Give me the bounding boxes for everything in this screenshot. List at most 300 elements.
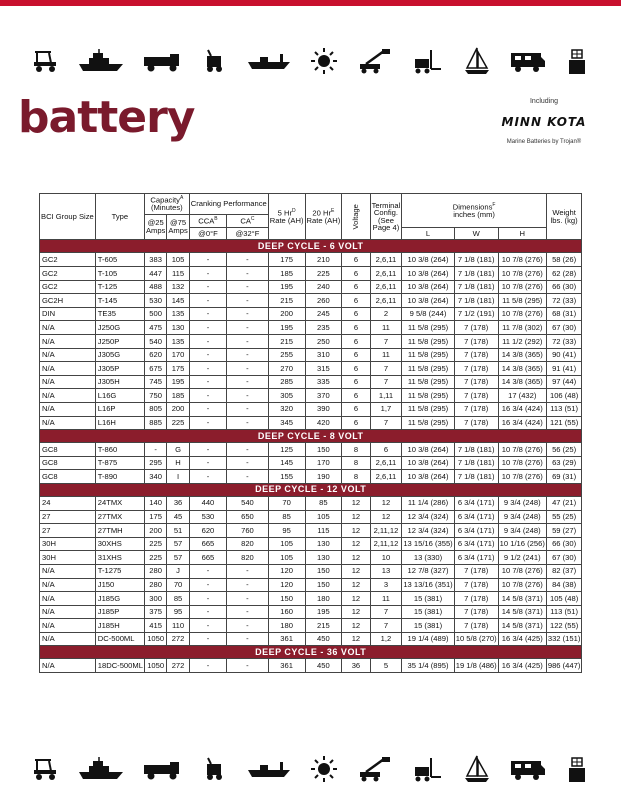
- table-cell: 12: [342, 564, 370, 578]
- table-cell: 72 (33): [546, 335, 582, 349]
- table-cell: GC8: [40, 470, 96, 484]
- col-capacity: [144, 194, 189, 215]
- table-cell: 2: [370, 307, 402, 321]
- table-cell: 14 5/8 (371): [498, 619, 546, 633]
- table-cell: N/A: [40, 578, 96, 592]
- table-cell: 240: [305, 280, 342, 294]
- table-cell: -: [227, 348, 269, 362]
- table-cell: -: [227, 659, 269, 673]
- table-cell: 7: [370, 605, 402, 619]
- table-cell: 45: [167, 510, 189, 524]
- bass-boat-icon: [246, 48, 292, 74]
- table-cell: 200: [268, 307, 305, 321]
- table-cell: 31XHS: [95, 551, 144, 565]
- table-cell: 295: [144, 456, 166, 470]
- ca-label: CA: [240, 216, 251, 226]
- table-cell: 620: [144, 348, 166, 362]
- table-cell: -: [189, 605, 226, 619]
- table-cell: J: [167, 564, 189, 578]
- table-cell: 530: [189, 510, 226, 524]
- table-cell: 9 3/4 (248): [498, 510, 546, 524]
- table-row: [40, 267, 582, 281]
- table-cell: 12: [342, 496, 370, 510]
- table-cell: 12: [342, 578, 370, 592]
- application-icons-top: [30, 46, 590, 76]
- table-cell: 270: [268, 362, 305, 376]
- table-row: [40, 321, 582, 335]
- table-cell: T-860: [95, 443, 144, 457]
- table-cell: 11 7/8 (302): [498, 321, 546, 335]
- table-cell: 7 1/2 (191): [454, 307, 498, 321]
- table-cell: GC2: [40, 267, 96, 281]
- table-cell: 620: [189, 524, 226, 538]
- table-cell: 16 3/4 (425): [498, 659, 546, 673]
- col-type: Type: [95, 194, 144, 240]
- table-cell: 105 (48): [546, 592, 582, 606]
- table-cell: T-105: [95, 267, 144, 281]
- table-cell: 27TMX: [95, 510, 144, 524]
- table-cell: 6: [370, 443, 402, 457]
- table-cell: 12: [342, 551, 370, 565]
- table-cell: 6: [342, 253, 370, 267]
- table-cell: 6: [342, 294, 370, 308]
- cca-label: CCA: [198, 216, 215, 226]
- table-row: [40, 578, 582, 592]
- table-cell: -: [227, 389, 269, 403]
- table-cell: 135: [167, 335, 189, 349]
- table-cell: 9 5/8 (244): [402, 307, 454, 321]
- table-cell: J305H: [95, 375, 144, 389]
- table-cell: -: [227, 456, 269, 470]
- table-cell: 2,6,11: [370, 470, 402, 484]
- table-cell: 115: [167, 267, 189, 281]
- col-weight: Weight lbs. (kg): [546, 194, 582, 240]
- table-row: [40, 564, 582, 578]
- table-cell: 7 (178): [454, 389, 498, 403]
- table-cell: 375: [144, 605, 166, 619]
- table-row: [40, 362, 582, 376]
- table-cell: 7 (178): [454, 321, 498, 335]
- table-cell: 12: [342, 510, 370, 524]
- table-cell: 2,11,12: [370, 524, 402, 538]
- table-cell: 225: [167, 416, 189, 430]
- table-cell: 140: [144, 496, 166, 510]
- table-cell: J185G: [95, 592, 144, 606]
- table-cell: -: [227, 321, 269, 335]
- table-cell: 215: [268, 335, 305, 349]
- table-cell: 8: [342, 470, 370, 484]
- table-cell: 332 (151): [546, 632, 582, 646]
- table-cell: 7 (178): [454, 416, 498, 430]
- table-cell: 260: [305, 294, 342, 308]
- table-cell: 125: [268, 443, 305, 457]
- table-cell: 70: [268, 496, 305, 510]
- table-cell: N/A: [40, 659, 96, 673]
- table-cell: 6: [342, 375, 370, 389]
- table-cell: N/A: [40, 335, 96, 349]
- table-cell: 30XHS: [95, 537, 144, 551]
- table-cell: 51: [167, 524, 189, 538]
- table-cell: 90 (41): [546, 348, 582, 362]
- forklift-icon: [409, 47, 445, 75]
- table-cell: 113 (51): [546, 402, 582, 416]
- section-title: DEEP CYCLE - 36 VOLT: [40, 646, 582, 659]
- table-cell: -: [227, 280, 269, 294]
- table-cell: 10 7/8 (276): [498, 578, 546, 592]
- table-cell: 390: [305, 402, 342, 416]
- table-cell: 24: [40, 496, 96, 510]
- table-cell: 95: [167, 605, 189, 619]
- table-cell: 488: [144, 280, 166, 294]
- table-cell: 12: [370, 496, 402, 510]
- table-cell: 175: [167, 362, 189, 376]
- table-cell: 11 5/8 (295): [402, 375, 454, 389]
- ca-footnote: C: [250, 215, 255, 222]
- table-cell: 67 (30): [546, 321, 582, 335]
- inverter-icon: [564, 754, 590, 784]
- table-cell: 6 3/4 (171): [454, 524, 498, 538]
- table-cell: 185: [167, 389, 189, 403]
- table-row: [40, 605, 582, 619]
- table-cell: 12: [342, 537, 370, 551]
- table-cell: 6 3/4 (171): [454, 551, 498, 565]
- rv-icon: [509, 756, 547, 782]
- table-cell: 1,2: [370, 632, 402, 646]
- table-cell: 120: [268, 564, 305, 578]
- table-cell: 665: [189, 551, 226, 565]
- logo-tagline: Marine Batteries by Trojan®: [506, 139, 582, 145]
- table-cell: 2,6,11: [370, 294, 402, 308]
- table-cell: 130: [167, 321, 189, 335]
- table-cell: 345: [268, 416, 305, 430]
- table-cell: 10 7/8 (276): [498, 267, 546, 281]
- table-cell: 110: [167, 619, 189, 633]
- spec-table-body: [40, 240, 582, 673]
- table-cell: 12 3/4 (324): [402, 524, 454, 538]
- golf-cart-icon: [30, 756, 60, 782]
- table-cell: 6: [342, 402, 370, 416]
- table-cell: -: [189, 348, 226, 362]
- table-cell: 7 (178): [454, 375, 498, 389]
- table-cell: 7 1/8 (181): [454, 280, 498, 294]
- yacht-icon: [77, 756, 125, 782]
- table-cell: L16H: [95, 416, 144, 430]
- table-cell: 12 7/8 (327): [402, 564, 454, 578]
- table-cell: 16 3/4 (424): [498, 416, 546, 430]
- col-at-75-amps: @75 Amps: [167, 214, 189, 240]
- table-cell: T-125: [95, 280, 144, 294]
- table-cell: 210: [305, 253, 342, 267]
- table-cell: 7: [370, 619, 402, 633]
- table-cell: L16P: [95, 402, 144, 416]
- table-cell: 195: [305, 605, 342, 619]
- bass-boat-icon: [246, 756, 292, 782]
- table-cell: 72 (33): [546, 294, 582, 308]
- solar-icon: [309, 754, 339, 784]
- table-cell: -: [189, 253, 226, 267]
- table-cell: J185H: [95, 619, 144, 633]
- table-cell: 36: [342, 659, 370, 673]
- table-cell: DC-500ML: [95, 632, 144, 646]
- table-cell: -: [189, 362, 226, 376]
- table-cell: 500: [144, 307, 166, 321]
- table-cell: J250P: [95, 335, 144, 349]
- rv-icon: [509, 48, 547, 74]
- table-cell: 10 5/8 (270): [454, 632, 498, 646]
- table-cell: 315: [305, 362, 342, 376]
- truck-icon: [142, 48, 182, 74]
- table-cell: 370: [305, 389, 342, 403]
- col-voltage: [342, 194, 370, 240]
- table-cell: -: [189, 294, 226, 308]
- table-cell: 300: [144, 592, 166, 606]
- table-cell: -: [189, 389, 226, 403]
- table-cell: 2,11,12: [370, 537, 402, 551]
- table-cell: 8: [342, 443, 370, 457]
- table-cell: N/A: [40, 375, 96, 389]
- table-cell: DIN: [40, 307, 96, 321]
- capacity-label: Capacity: [150, 195, 180, 205]
- table-cell: 11 5/8 (295): [402, 321, 454, 335]
- table-cell: 10 7/8 (276): [498, 307, 546, 321]
- table-cell: J150: [95, 578, 144, 592]
- table-cell: -: [189, 470, 226, 484]
- table-cell: -: [227, 362, 269, 376]
- table-cell: N/A: [40, 348, 96, 362]
- table-cell: T-145: [95, 294, 144, 308]
- top-accent-bar: [0, 0, 621, 6]
- inverter-icon: [564, 46, 590, 76]
- table-cell: 10 7/8 (276): [498, 564, 546, 578]
- table-cell: 7 (178): [454, 592, 498, 606]
- table-cell: -: [189, 564, 226, 578]
- table-cell: -: [189, 632, 226, 646]
- table-cell: 280: [144, 578, 166, 592]
- table-cell: 66 (30): [546, 280, 582, 294]
- table-cell: 6 3/4 (171): [454, 537, 498, 551]
- table-cell: -: [189, 267, 226, 281]
- table-cell: 85: [268, 510, 305, 524]
- table-cell: -: [189, 307, 226, 321]
- table-cell: 82 (37): [546, 564, 582, 578]
- table-cell: 255: [268, 348, 305, 362]
- table-cell: 305: [268, 389, 305, 403]
- table-cell: 12 3/4 (324): [402, 510, 454, 524]
- table-cell: 7 1/8 (181): [454, 267, 498, 281]
- table-cell: 106 (48): [546, 389, 582, 403]
- table-row: [40, 496, 582, 510]
- table-cell: -: [227, 253, 269, 267]
- col-bci-group-size: BCI Group Size: [40, 194, 96, 240]
- table-cell: 650: [227, 510, 269, 524]
- hr5-footnote: D: [291, 207, 296, 214]
- table-cell: 180: [305, 592, 342, 606]
- table-cell: 361: [268, 659, 305, 673]
- table-cell: 27TMH: [95, 524, 144, 538]
- col-ca-temp: @32°F: [227, 227, 269, 240]
- table-cell: 310: [305, 348, 342, 362]
- table-cell: -: [189, 592, 226, 606]
- table-cell: 95: [268, 524, 305, 538]
- col-cca: [189, 214, 226, 227]
- table-cell: 7: [370, 375, 402, 389]
- table-cell: 15 (381): [402, 619, 454, 633]
- table-cell: -: [227, 605, 269, 619]
- table-row: [40, 389, 582, 403]
- table-cell: 1050: [144, 659, 166, 673]
- table-cell: 3: [370, 578, 402, 592]
- table-cell: N/A: [40, 321, 96, 335]
- table-cell: N/A: [40, 402, 96, 416]
- table-cell: 27: [40, 510, 96, 524]
- table-cell: J305P: [95, 362, 144, 376]
- dimensions-units: inches (mm): [453, 209, 495, 219]
- table-cell: -: [227, 307, 269, 321]
- table-cell: 55 (25): [546, 510, 582, 524]
- table-cell: -: [227, 564, 269, 578]
- table-row: [40, 659, 582, 673]
- table-cell: 195: [167, 375, 189, 389]
- table-row: [40, 375, 582, 389]
- table-cell: N/A: [40, 619, 96, 633]
- table-cell: -: [227, 578, 269, 592]
- table-cell: 10 3/8 (264): [402, 253, 454, 267]
- table-cell: 7 (178): [454, 402, 498, 416]
- col-5hr-rate: [268, 194, 305, 240]
- table-cell: H: [167, 456, 189, 470]
- table-cell: 130: [305, 551, 342, 565]
- table-cell: -: [189, 578, 226, 592]
- table-cell: 285: [268, 375, 305, 389]
- table-cell: 13 15/16 (355): [402, 537, 454, 551]
- col-cranking-performance: Cranking Performance: [189, 194, 268, 215]
- table-row: [40, 294, 582, 308]
- application-icons-bottom: [30, 754, 590, 784]
- table-cell: -: [189, 456, 226, 470]
- table-cell: 6: [342, 267, 370, 281]
- table-cell: -: [227, 267, 269, 281]
- capacity-footnote: A: [179, 195, 184, 201]
- table-row: [40, 307, 582, 321]
- table-cell: 7 (178): [454, 605, 498, 619]
- hr20-label: 20 Hr: [312, 208, 331, 218]
- table-cell: G: [167, 443, 189, 457]
- table-cell: 66 (30): [546, 537, 582, 551]
- table-cell: -: [227, 402, 269, 416]
- table-cell: 11 5/8 (295): [402, 348, 454, 362]
- forklift-icon: [409, 755, 445, 783]
- table-cell: 10 3/8 (264): [402, 443, 454, 457]
- table-cell: 200: [167, 402, 189, 416]
- table-cell: 15 (381): [402, 592, 454, 606]
- table-cell: 320: [268, 402, 305, 416]
- table-row: [40, 510, 582, 524]
- table-row: [40, 537, 582, 551]
- sailboat-icon: [462, 754, 492, 784]
- table-cell: -: [227, 416, 269, 430]
- hr20-footnote: E: [331, 207, 335, 214]
- table-cell: 820: [227, 551, 269, 565]
- table-cell: 745: [144, 375, 166, 389]
- table-cell: -: [189, 619, 226, 633]
- table-cell: 675: [144, 362, 166, 376]
- table-cell: 540: [144, 335, 166, 349]
- table-cell: 7 (178): [454, 619, 498, 633]
- table-cell: 361: [268, 632, 305, 646]
- col-cca-temp: @0°F: [189, 227, 226, 240]
- table-cell: 200: [144, 524, 166, 538]
- table-cell: 135: [167, 307, 189, 321]
- table-cell: 540: [227, 496, 269, 510]
- table-cell: 84 (38): [546, 578, 582, 592]
- table-cell: 6: [342, 307, 370, 321]
- table-cell: 7 (178): [454, 578, 498, 592]
- table-cell: 885: [144, 416, 166, 430]
- table-cell: 235: [305, 321, 342, 335]
- table-cell: J185P: [95, 605, 144, 619]
- table-cell: 170: [305, 456, 342, 470]
- table-row: [40, 470, 582, 484]
- table-cell: 195: [268, 321, 305, 335]
- table-cell: 30H: [40, 551, 96, 565]
- table-cell: 11 5/8 (295): [402, 389, 454, 403]
- col-dimensions: [402, 194, 547, 228]
- table-cell: 70: [167, 578, 189, 592]
- table-cell: 150: [305, 564, 342, 578]
- col-20hr-rate: [305, 194, 342, 240]
- table-cell: N/A: [40, 605, 96, 619]
- table-cell: 447: [144, 267, 166, 281]
- col-length: L: [402, 227, 454, 240]
- table-cell: 7 1/8 (181): [454, 443, 498, 457]
- section-title: DEEP CYCLE - 12 VOLT: [40, 483, 582, 496]
- table-cell: 7: [370, 335, 402, 349]
- section-header-row: [40, 430, 582, 443]
- table-cell: 225: [144, 537, 166, 551]
- table-cell: 10 3/8 (264): [402, 294, 454, 308]
- table-cell: 175: [144, 510, 166, 524]
- table-cell: 18DC-500ML: [95, 659, 144, 673]
- table-cell: -: [189, 402, 226, 416]
- table-cell: 145: [167, 294, 189, 308]
- table-row: [40, 402, 582, 416]
- table-cell: -: [227, 335, 269, 349]
- table-cell: -: [189, 416, 226, 430]
- table-cell: 47 (21): [546, 496, 582, 510]
- table-row: [40, 253, 582, 267]
- table-cell: 195: [268, 280, 305, 294]
- table-cell: 215: [268, 294, 305, 308]
- table-cell: 11 5/8 (295): [402, 402, 454, 416]
- table-cell: 2,6,11: [370, 280, 402, 294]
- table-cell: 16 3/4 (425): [498, 632, 546, 646]
- table-cell: TE35: [95, 307, 144, 321]
- table-cell: 12: [342, 632, 370, 646]
- table-cell: 7 (178): [454, 335, 498, 349]
- table-cell: 7 (178): [454, 348, 498, 362]
- table-cell: 415: [144, 619, 166, 633]
- table-cell: -: [189, 375, 226, 389]
- table-cell: 7 1/8 (181): [454, 253, 498, 267]
- table-cell: 13 (330): [402, 551, 454, 565]
- table-cell: 6 3/4 (171): [454, 510, 498, 524]
- table-cell: T-605: [95, 253, 144, 267]
- table-cell: 105: [268, 537, 305, 551]
- table-row: [40, 335, 582, 349]
- table-cell: 190: [305, 470, 342, 484]
- table-cell: 280: [144, 564, 166, 578]
- table-cell: 67 (30): [546, 551, 582, 565]
